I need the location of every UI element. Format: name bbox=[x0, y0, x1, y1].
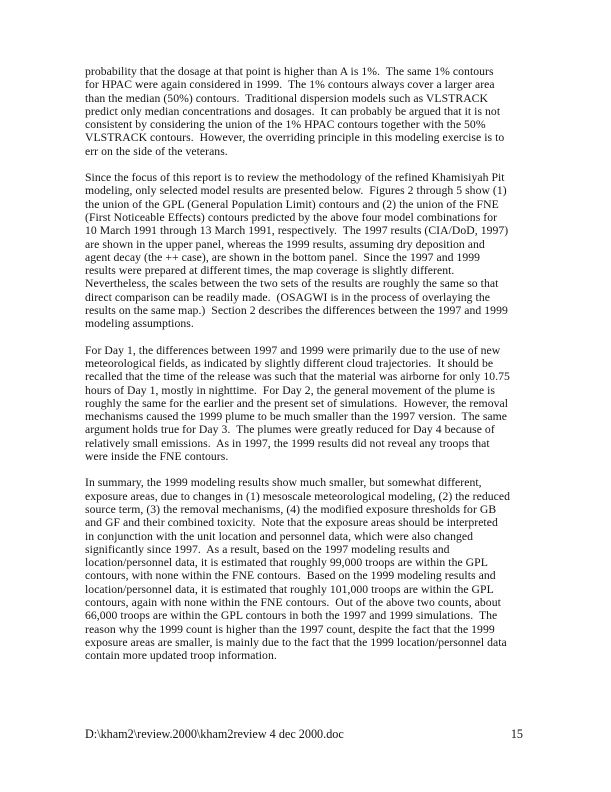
text-line: For Day 1, the differences between 1997 and 1999 were primarily due to the use of new bbox=[85, 343, 501, 357]
text-line: 66,000 troops are within the GPL contours in both the 1997 and 1999 simulations. The bbox=[85, 609, 498, 623]
text-line: results on the same map.) Section 2 describes the differences between the 1997 and 1999 bbox=[85, 304, 508, 318]
text-line: relatively small emissions. As in 1997, the 1999 results did not reveal any troops that bbox=[85, 436, 490, 450]
text-line: significantly since 1997. As a result, based on the 1997 modeling results and bbox=[85, 542, 450, 556]
body-paragraph-1 bbox=[85, 65, 545, 158]
page-body bbox=[85, 65, 545, 675]
text-line: probability that the dosage at that point is higher than A is 1%. The same 1% contours bbox=[85, 65, 494, 78]
text-line: reason why the 1999 count is higher than the 1997 count, despite the fact that the 1999 bbox=[85, 622, 495, 636]
text-line: recalled that the time of the release was such that the material was airborne for only 10.75 bbox=[85, 370, 510, 384]
text-line: modeling, only selected model results are presented below. Figures 2 through 5 show (1) bbox=[85, 184, 507, 198]
text-line: hours of Day 1, mostly in nighttime. For Day 2, the general movement of the plume is bbox=[85, 383, 495, 397]
text-line: results were prepared at different times, the map coverage is slightly different. bbox=[85, 264, 455, 278]
text-line: than the median (50%) contours. Traditional dispersion models such as VLSTRACK bbox=[85, 91, 489, 105]
text-line: 10 March 1991 through 13 March 1991, respectively. The 1997 results (CIA/DoD, 1997) bbox=[85, 224, 509, 238]
text-line: exposure areas are smaller, is mainly due to the fact that the 1999 location/personnel data bbox=[85, 635, 507, 649]
text-line: location/personnel data, it is estimated that roughly 101,000 troops are within the GPL bbox=[85, 582, 494, 596]
text-line: source term, (3) the removal mechanisms, (4) the modified exposure thresholds for GB bbox=[85, 502, 497, 516]
text-line: VLSTRACK contours. However, the overriding principle in this modeling exercise is to bbox=[85, 131, 505, 145]
text-line: argument holds true for Day 3. The plumes were greatly reduced for Day 4 because of bbox=[85, 423, 495, 437]
text-line: modeling assumptions. bbox=[85, 317, 194, 331]
body-paragraph-4 bbox=[85, 476, 545, 662]
text-line: Nevertheless, the scales between the two sets of the results are roughly the same so that bbox=[85, 277, 499, 291]
text-line: are shown in the upper panel, whereas the 1999 results, assuming dry deposition and bbox=[85, 237, 485, 251]
text-line: the union of the GPL (General Population Limit) contours and (2) the union of the FNE bbox=[85, 197, 499, 211]
text-line: In summary, the 1999 modeling results show much smaller, but somewhat different, bbox=[85, 476, 482, 490]
footer-file-path: D:\kham2\review.2000\kham2review 4 dec 2000.doc bbox=[85, 727, 344, 741]
text-line: consistent by considering the union of the 1% HPAC contours together with the 50% bbox=[85, 118, 486, 132]
text-line: were inside the FNE contours. bbox=[85, 450, 229, 464]
text-line: agent decay (the ++ case), are shown in the bottom panel. Since the 1997 and 1999 bbox=[85, 250, 481, 264]
page-footer bbox=[85, 727, 523, 741]
footer-page-number: 15 bbox=[510, 727, 523, 741]
text-line: for HPAC were again considered in 1999. The 1% contours always cover a larger area bbox=[85, 78, 495, 92]
text-line: and GF and their combined toxicity. Note that the exposure areas should be interpreted bbox=[85, 516, 498, 530]
text-line: roughly the same for the earlier and the present set of simulations. However, the removal bbox=[85, 396, 509, 410]
text-line: in conjunction with the unit location and personnel data, which were also changed bbox=[85, 529, 474, 543]
text-line: (First Noticeable Effects) contours predicted by the above four model combinations for bbox=[85, 210, 498, 224]
text-line: meteorological fields, as indicated by slightly different cloud trajectories. It should be bbox=[85, 356, 494, 370]
text-line: err on the side of the veterans. bbox=[85, 144, 228, 158]
text-line: contain more updated troop information. bbox=[85, 649, 277, 663]
text-line: Since the focus of this report is to review the methodology of the refined Khamisiyah Pit bbox=[85, 171, 505, 185]
text-line: contours, with none within the FNE contours. Based on the 1999 modeling results and bbox=[85, 569, 496, 583]
text-line: direct comparison can be readily made. (OSAGWI is in the process of overlaying the bbox=[85, 290, 490, 304]
text-line: location/personnel data, it is estimated that roughly 99,000 troops are within the GPL bbox=[85, 556, 488, 570]
text-line: mechanisms caused the 1999 plume to be much smaller than the 1997 version. The same bbox=[85, 410, 508, 424]
body-paragraph-2 bbox=[85, 171, 545, 331]
text-line: exposure areas, due to changes in (1) mesoscale meteorological modeling, (2) the reduced bbox=[85, 489, 510, 503]
text-line: contours, again with none within the FNE contours. Out of the above two counts, about bbox=[85, 595, 501, 609]
body-paragraph-3 bbox=[85, 344, 545, 464]
text-line: predict only median concentrations and dosages. It can probably be argued that it is not bbox=[85, 104, 501, 118]
